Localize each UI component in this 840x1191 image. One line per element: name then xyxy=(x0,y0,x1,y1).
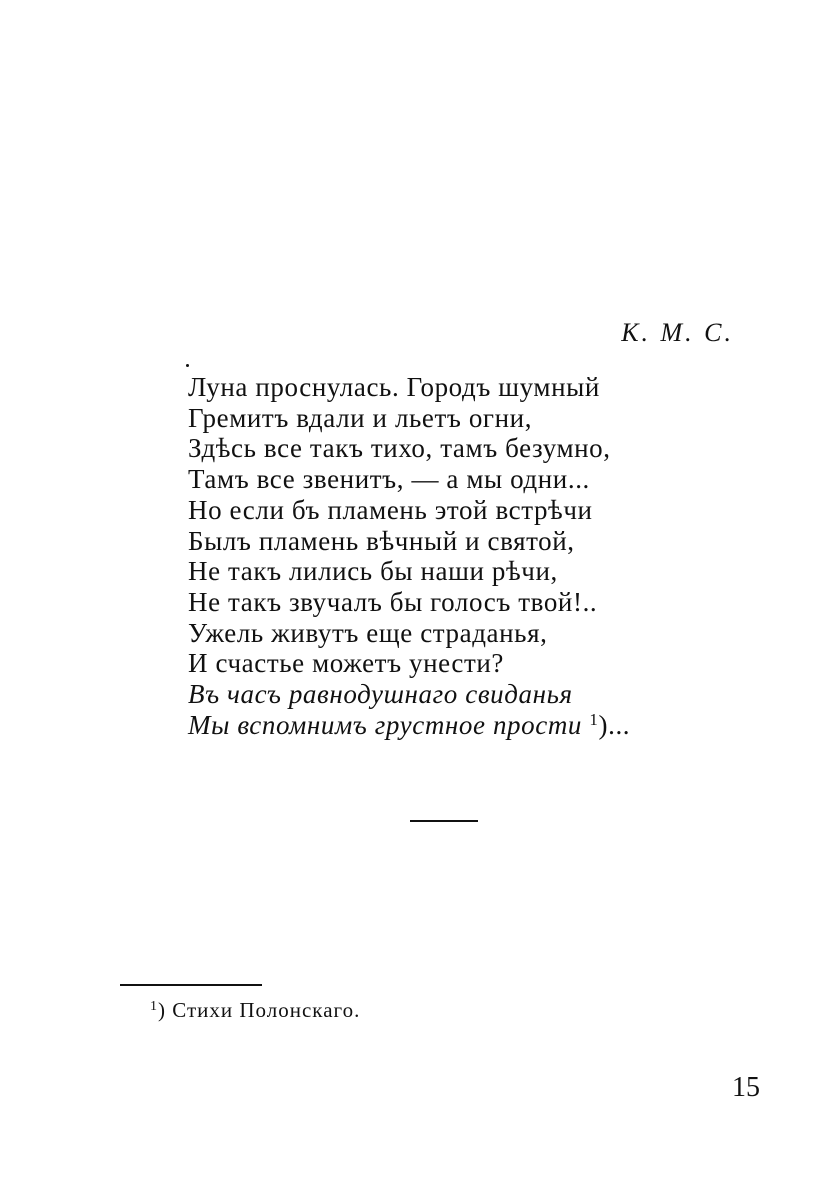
poem-line: Гремитъ вдали и льетъ огни, xyxy=(188,402,533,433)
footnote-reference xyxy=(582,710,630,740)
footnote-reference-tail: )... xyxy=(598,709,631,740)
footnote-reference-number: 1 xyxy=(589,709,599,729)
poem-line: Здѣсь все такъ тихо, тамъ безумно, xyxy=(188,433,611,464)
poem-line: Не такъ звучалъ бы голосъ твой!.. xyxy=(188,586,598,617)
page-number: 15 xyxy=(732,1072,760,1103)
poem-line: Ужель живутъ еще страданья, xyxy=(188,617,548,648)
author-initials: К. М. С. xyxy=(621,318,734,347)
poem-line-italic: Въ часъ равнодушнаго свиданья xyxy=(188,679,573,710)
footnote-rule xyxy=(120,984,262,986)
footnote xyxy=(150,998,360,1023)
poem-line: Былъ пламень вѣчный и святой, xyxy=(188,525,575,556)
footnote-marker: 1 xyxy=(150,999,158,1014)
poem-line-text: Мы вспомнимъ грустное прости xyxy=(188,709,583,740)
poem xyxy=(188,372,748,740)
poem-line-italic-last xyxy=(188,710,748,741)
poem-line: Не такъ лились бы наши рѣчи, xyxy=(188,556,558,587)
footnote-text: ) Стихи Полонскаго. xyxy=(158,998,361,1022)
poem-line: Но если бъ пламень этой встрѣчи xyxy=(188,494,593,525)
poem-line: Тамъ все звенитъ, — а мы одни... xyxy=(188,464,590,495)
section-separator xyxy=(410,820,478,822)
poem-line: Луна проснулась. Городъ шумный xyxy=(188,372,600,402)
poem-line: И счастье можетъ унести? xyxy=(188,648,505,679)
stray-dot xyxy=(186,364,189,367)
